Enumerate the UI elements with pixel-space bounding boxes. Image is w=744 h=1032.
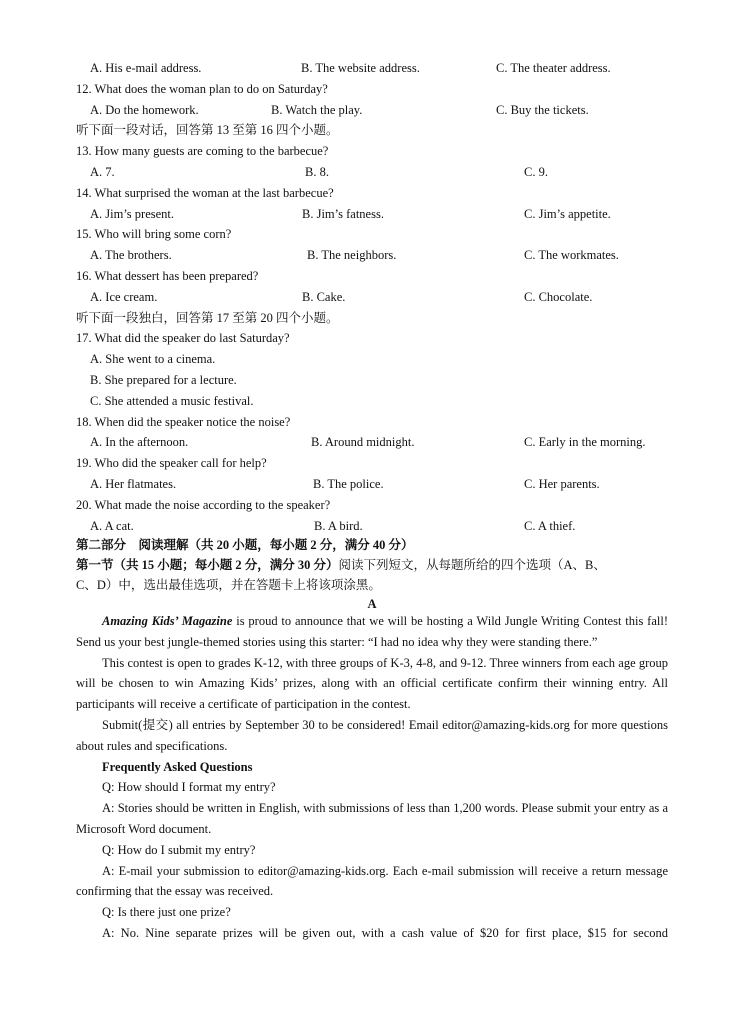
q15-question: 15. Who will bring some corn? xyxy=(76,227,232,241)
faq-answer-3: A: No. Nine separate prizes will be given out, with a cash value of $20 for first place, $15 for second xyxy=(102,925,668,940)
q14-option-c: C. Jim’s appetite. xyxy=(524,207,611,221)
q12-question: 12. What does the woman plan to do on Saturday? xyxy=(76,82,328,96)
q17-option-a: A. She went to a cinema. xyxy=(90,352,216,366)
q20-option-c: C. A thief. xyxy=(524,519,576,533)
q14-question: 14. What surprised the woman at the last barbecue? xyxy=(76,186,334,200)
faq-question-3: Q: Is there just one prize? xyxy=(102,905,231,920)
q18-option-a: A. In the afternoon. xyxy=(90,435,189,449)
passage-body xyxy=(76,611,668,944)
q19-option-b: B. The police. xyxy=(313,477,384,491)
faq-answer-1: A: Stories should be written in English, with submissions of less than 1,200 words. Please submit your entry as a Microsoft Word document. xyxy=(76,801,668,836)
q18-option-b: B. Around midnight. xyxy=(311,435,415,449)
q19-option-c: C. Her parents. xyxy=(524,477,600,491)
q15-option-a: A. The brothers. xyxy=(90,248,172,262)
q16-option-a: A. Ice cream. xyxy=(90,290,158,304)
q16-option-b: B. Cake. xyxy=(302,290,346,304)
section-one-instruction-cont: C、D）中，选出最佳选项，并在答题卡上将该项涂黑。 xyxy=(76,578,381,592)
section-one-text: 阅读下列短文，从每题所给的四个选项（A、B、 xyxy=(338,558,606,572)
q11-option-c: C. The theater address. xyxy=(496,61,611,75)
q13-option-a: A. 7. xyxy=(90,165,115,179)
q19-question: 19. Who did the speaker call for help? xyxy=(76,456,267,470)
section-17-20-instruction: 听下面一段独白，回答第 17 至第 20 四个小题。 xyxy=(76,311,339,325)
q14-option-b: B. Jim’s fatness. xyxy=(302,207,384,221)
q11-option-a: A. His e-mail address. xyxy=(90,61,202,75)
q16-option-c: C. Chocolate. xyxy=(524,290,593,304)
q11-option-b: B. The website address. xyxy=(301,61,420,75)
q14-option-a: A. Jim’s present. xyxy=(90,207,175,221)
faq-question-2: Q: How do I submit my entry? xyxy=(102,842,256,857)
paragraph-1 xyxy=(76,611,668,653)
q20-option-b: B. A bird. xyxy=(314,519,363,533)
q13-option-c: C. 9. xyxy=(524,165,548,179)
q17-option-b: B. She prepared for a lecture. xyxy=(90,373,237,387)
q18-question: 18. When did the speaker notice the noise? xyxy=(76,415,291,429)
faq-answer-2: A: E-mail your submission to editor@amazing-kids.org. Each e-mail submission will receive a return message confirming that the essay was received. xyxy=(76,863,668,899)
q20-question: 20. What made the noise according to the speaker? xyxy=(76,498,331,512)
q18-option-c: C. Early in the morning. xyxy=(524,435,646,449)
q12-option-b: B. Watch the play. xyxy=(271,103,363,117)
q13-option-b: B. 8. xyxy=(305,165,329,179)
section-13-16-instruction: 听下面一段对话，回答第 13 至第 16 四个小题。 xyxy=(76,123,339,137)
q13-question: 13. How many guests are coming to the barbecue? xyxy=(76,144,329,158)
q12-option-c: C. Buy the tickets. xyxy=(496,103,589,117)
magazine-title: Amazing Kids’ Magazine xyxy=(102,614,233,628)
q12-option-a: A. Do the homework. xyxy=(90,103,199,117)
faq-question-1: Q: How should I format my entry? xyxy=(102,780,276,795)
section-one-instruction xyxy=(76,557,606,573)
q15-option-b: B. The neighbors. xyxy=(307,248,397,262)
q16-question: 16. What dessert has been prepared? xyxy=(76,269,259,283)
q19-option-a: A. Her flatmates. xyxy=(90,477,177,491)
paragraph-3: Submit(提交) all entries by September 30 to be considered! Email editor@amazing-kids.org for more questions about rules and specifications. xyxy=(76,717,668,753)
section-one-title: 第一节（共 15 小题；每小题 2 分，满分 30 分） xyxy=(76,558,339,572)
paragraph-1-text: is proud to announce that we will be hosting a Wild Jungle Writing Contest this fall! Send us your best jungle-themed stories using this starter: “I had no idea why they were standing there.” xyxy=(76,614,668,649)
faq-heading: Frequently Asked Questions xyxy=(102,759,253,774)
q17-option-c: C. She attended a music festival. xyxy=(90,394,254,408)
part-two-title: 第二部分 阅读理解（共 20 小题，每小题 2 分，满分 40 分） xyxy=(76,538,414,552)
q20-option-a: A. A cat. xyxy=(90,519,134,533)
q15-option-c: C. The workmates. xyxy=(524,248,619,262)
q17-question: 17. What did the speaker do last Saturday? xyxy=(76,331,290,345)
paragraph-2: This contest is open to grades K-12, with three groups of K-3, 4-8, and 9-12. Three winners from each age group will be chosen to win Amazing Kids’ prizes, along with an official certificate confirm their winning entry. All participants will receive a certificate of participation in the contest. xyxy=(76,655,668,712)
passage-label: A xyxy=(367,597,377,611)
